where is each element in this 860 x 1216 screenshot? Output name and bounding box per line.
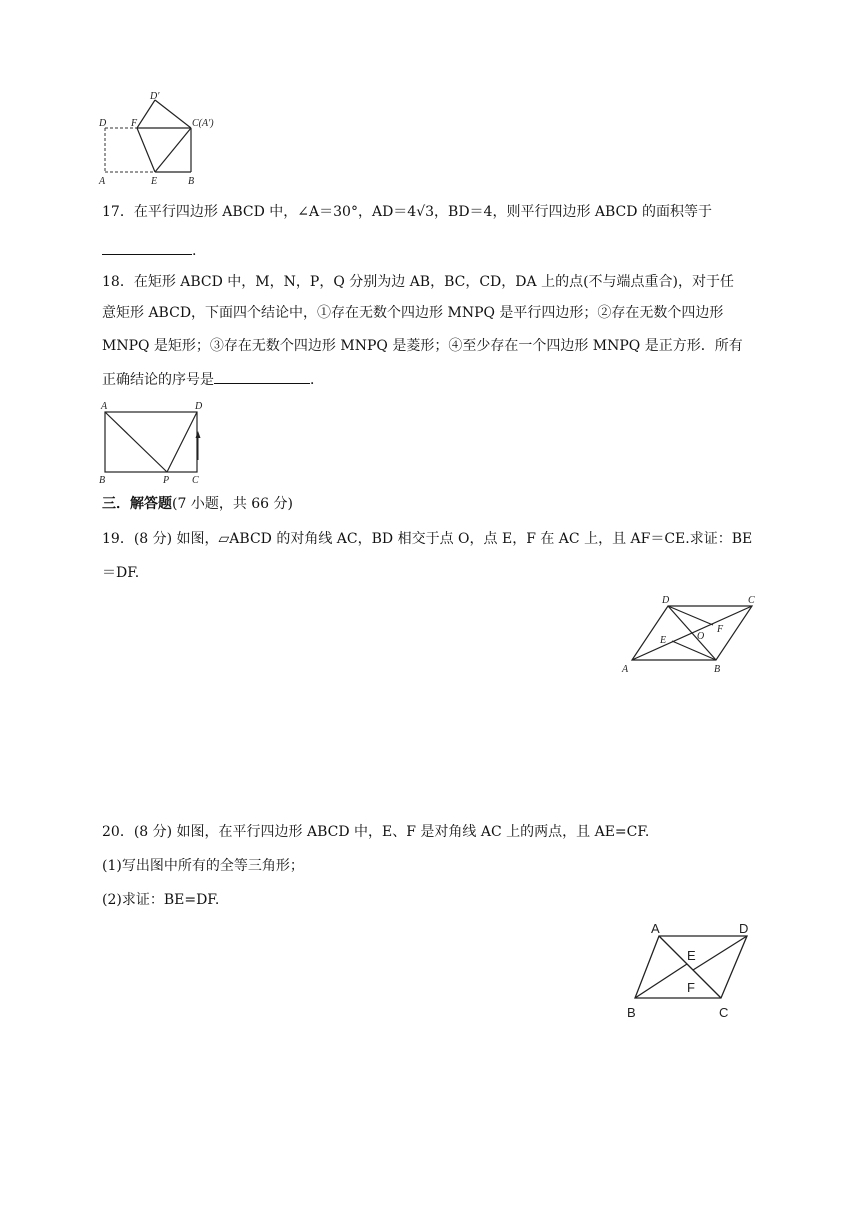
label-E: E: [687, 948, 696, 963]
q20-part2: (2)求证：BE=DF.: [102, 892, 220, 908]
figure-rectangle-point: [95, 398, 215, 488]
label-C: C: [192, 475, 199, 486]
q18-line4: [102, 369, 772, 390]
q17-answer-line: [102, 240, 772, 261]
q17-text: [102, 202, 772, 222]
label-F: F: [687, 980, 695, 995]
figure-parallelogram-ac: [625, 918, 765, 1028]
label-D: D: [195, 401, 203, 412]
section-info: (7 小题，共 66 分): [172, 496, 293, 512]
label-C-A-prime: C(A′): [192, 118, 214, 129]
figure-parallelogram-diagonals: [620, 592, 770, 682]
label-A: A: [651, 921, 660, 936]
label-A: A: [622, 664, 629, 675]
section-title: 三．解答题: [102, 496, 172, 512]
q17-answer-blank[interactable]: [102, 240, 192, 255]
label-D: D: [662, 595, 670, 606]
label-C: C: [748, 595, 755, 606]
q18-answer-blank[interactable]: [214, 369, 310, 384]
label-D: D: [739, 921, 749, 936]
q17-period: .: [192, 243, 197, 259]
label-E: E: [151, 176, 158, 187]
label-D-prime: D′: [150, 91, 160, 102]
q18-period: ．: [310, 372, 324, 388]
q18-line2: 意矩形 ABCD，下面四个结论中，①存在无数个四边形 MNPQ 是平行四边形；②存在无数个四边形: [102, 305, 724, 321]
label-B: B: [627, 1005, 636, 1020]
label-A: A: [99, 176, 106, 187]
label-B: B: [714, 664, 721, 675]
label-E: E: [660, 635, 667, 646]
label-A: A: [101, 401, 108, 412]
label-B: B: [99, 475, 106, 486]
figure-fold-rectangle: [95, 88, 235, 188]
q18-prompt: 正确结论的序号是: [102, 372, 214, 388]
q19-line1: 19．(8 分) 如图，▱ABCD 的对角线 AC，BD 相交于点 O，点 E，F 在 AC 上，且 AF＝CE.求证：BE: [102, 531, 753, 547]
q19-line2: ＝DF.: [102, 565, 140, 581]
label-B: B: [188, 176, 195, 187]
q18-line3: MNPQ 是矩形；③存在无数个四边形 MNPQ 是菱形；④至少存在一个四边形 MNPQ 是正方形．所有: [102, 338, 743, 354]
q17-line1: 17．在平行四边形 ABCD 中，∠A＝30°，AD＝4√3，BD＝4，则平行四边形 ABCD 的面积等于: [102, 204, 712, 220]
q18-line1: 18．在矩形 ABCD 中，M，N，P，Q 分别为边 AB，BC，CD，DA 上的点(不与端点重合)，对于任: [102, 274, 734, 290]
label-C: C: [719, 1005, 729, 1020]
label-P: P: [163, 475, 170, 486]
label-F: F: [717, 624, 724, 635]
label-F: F: [131, 118, 138, 129]
label-O: O: [697, 631, 705, 642]
label-D: D: [99, 118, 107, 129]
section-heading: [102, 494, 772, 514]
q20-line1: 20．(8 分) 如图，在平行四边形 ABCD 中，E、F 是对角线 AC 上的两点，且 AE=CF.: [102, 824, 650, 840]
q20-part1: (1)写出图中所有的全等三角形；: [102, 858, 304, 874]
